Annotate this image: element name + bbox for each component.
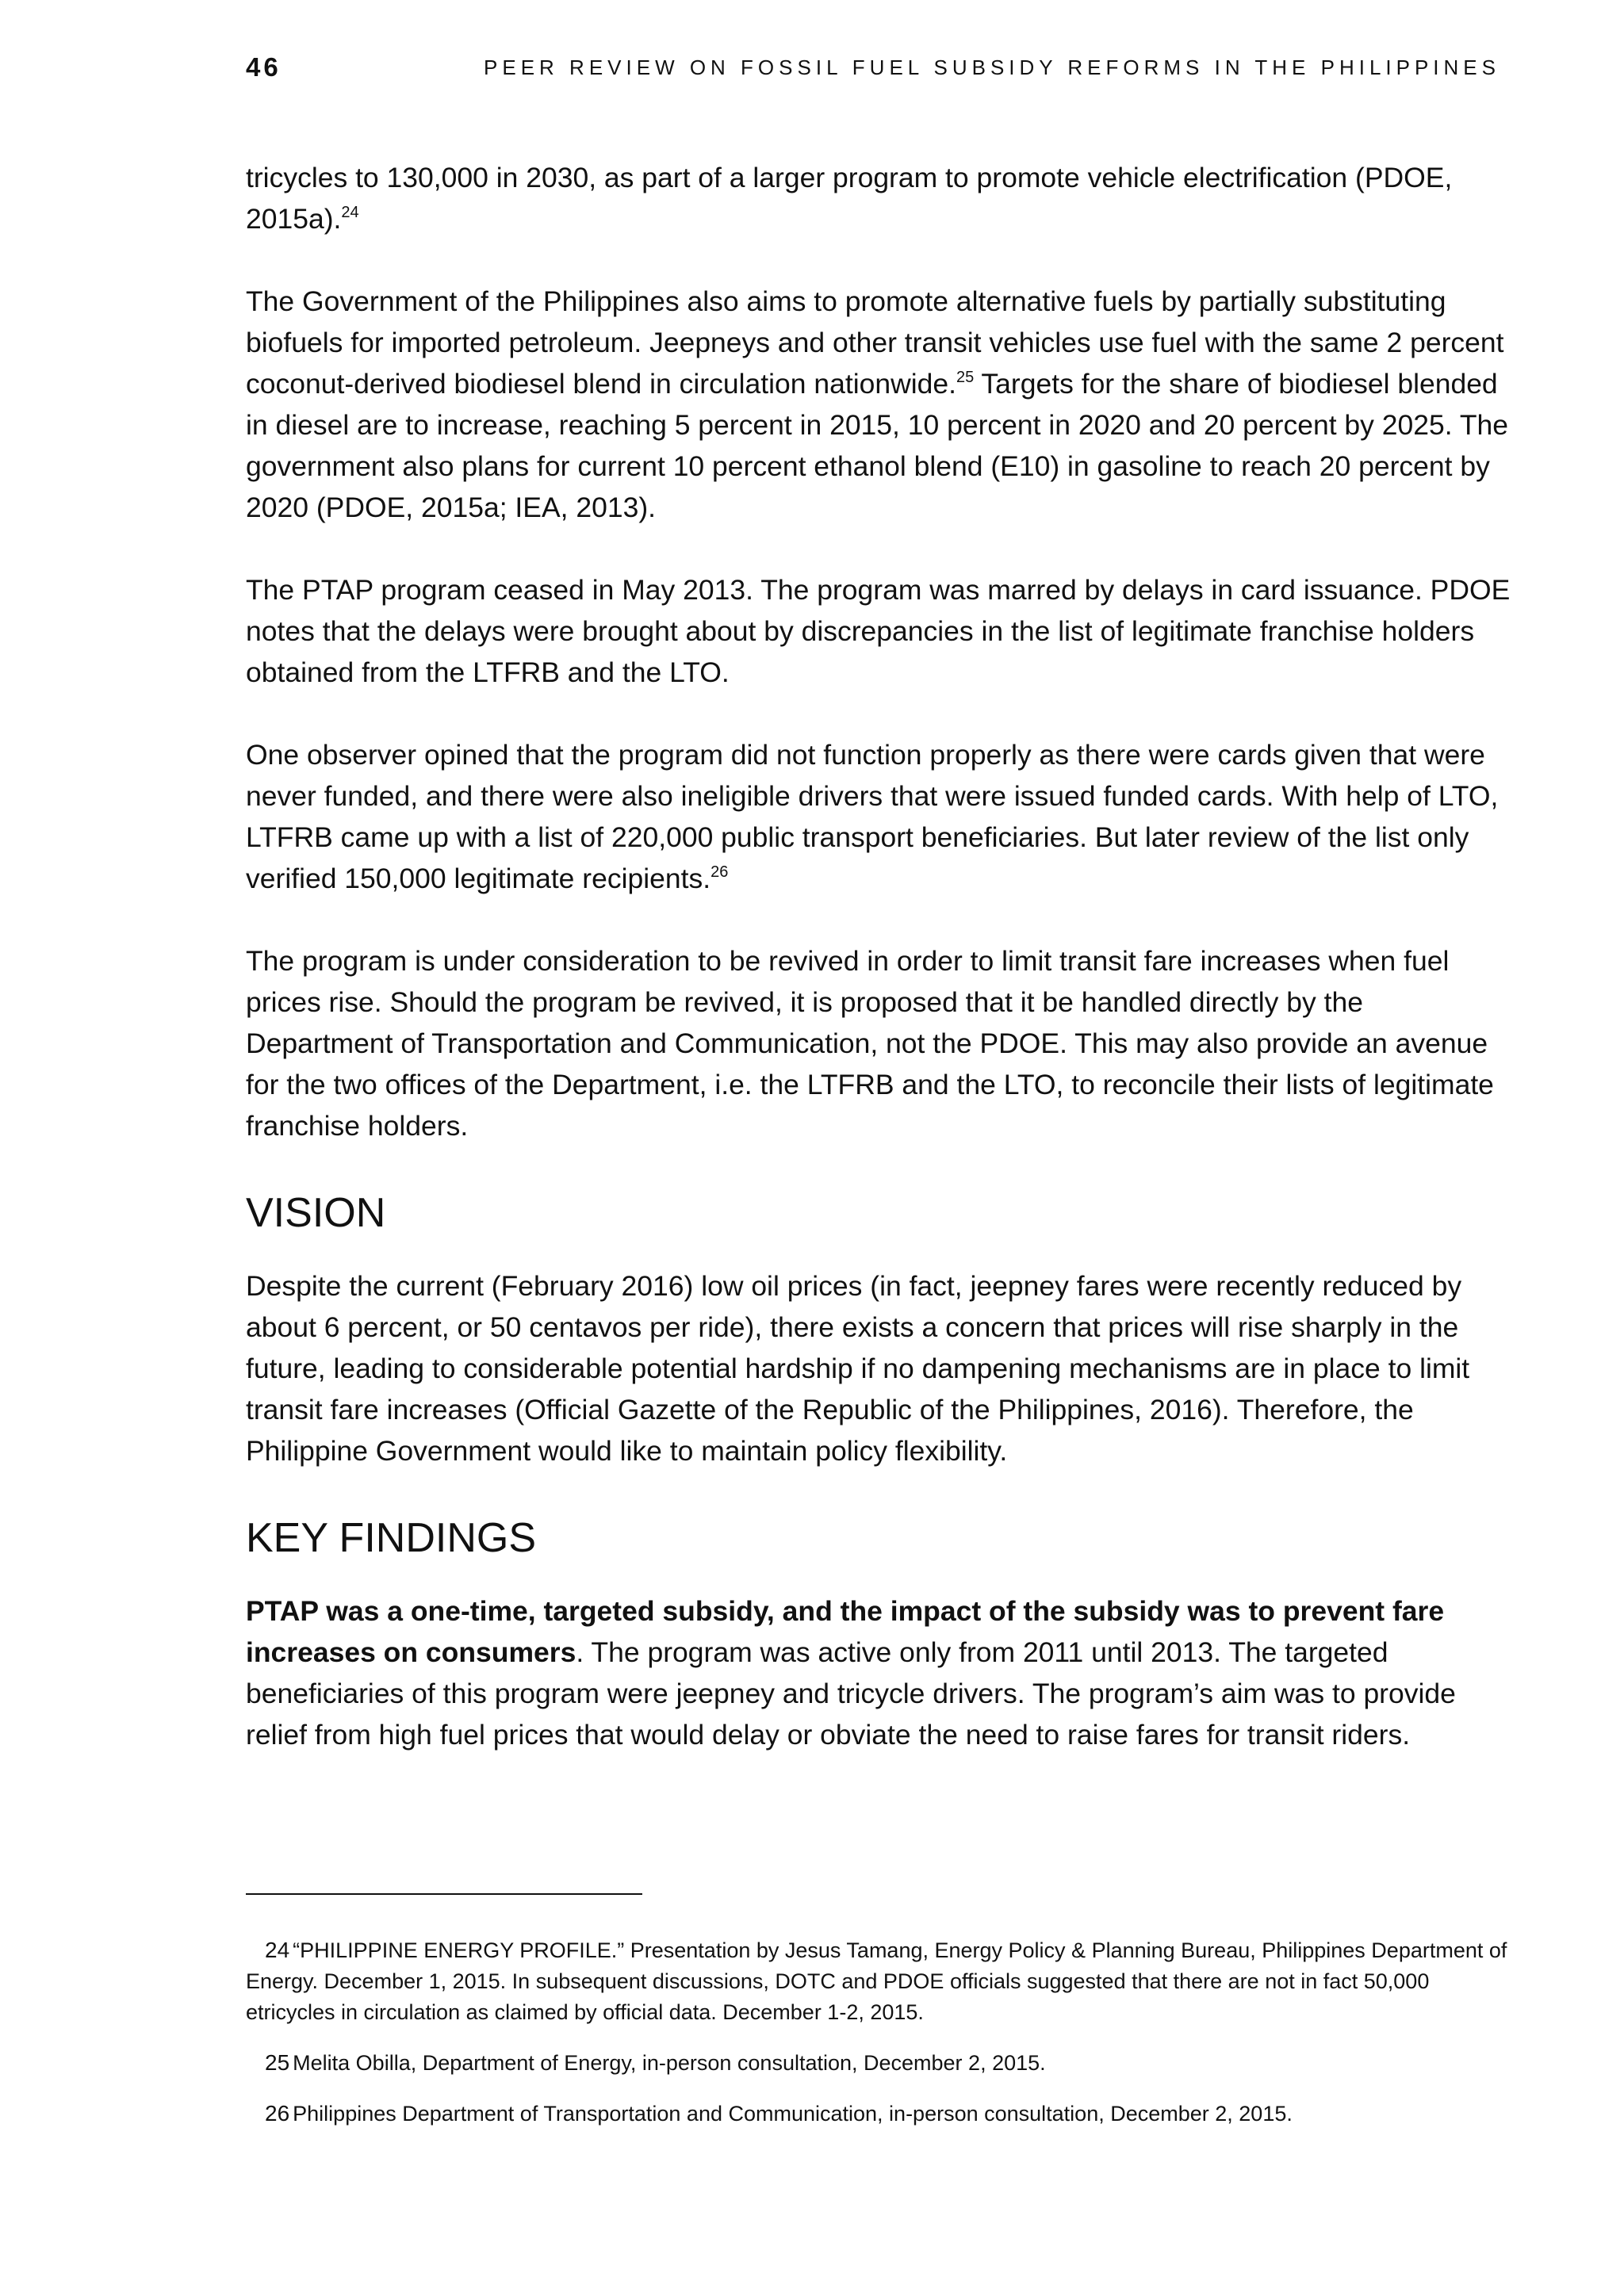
footnotes bbox=[246, 1934, 1515, 2149]
paragraph-text: The program is under consideration to be revived in order to limit transit fare increases when fuel prices rise. Should the program be revived, it is proposed that it be handled directly by the Department of Transportation and Communication, not the PDOE. This may also provide an avenue for the two offices of the Department, i.e. the LTFRB and the LTO, to reconcile their lists of legitimate franchise holders. bbox=[246, 945, 1494, 1142]
footnote-separator bbox=[246, 1893, 642, 1895]
section-heading-vision: VISION bbox=[246, 1190, 386, 1236]
running-header: PEER REVIEW ON FOSSIL FUEL SUBSIDY REFORMS IN THE PHILIPPINES bbox=[484, 55, 1500, 79]
footnote-24 bbox=[246, 1934, 1515, 2028]
paragraph-text: The Government of the Philippines also aims to promote alternative fuels by partially substituting biofuels for imported petroleum. Jeepneys and other transit vehicles use fuel with the same 2 percent coconut-derived biodiesel blend in circulation nationwide. bbox=[246, 285, 1504, 400]
footnote-ref-26[interactable]: 26 bbox=[710, 863, 729, 881]
paragraph-vision bbox=[246, 1265, 1515, 1471]
footnote-26 bbox=[246, 2098, 1515, 2130]
paragraph-key-findings bbox=[246, 1590, 1515, 1755]
paragraph-electrification bbox=[246, 157, 1515, 239]
paragraph-observer bbox=[246, 734, 1515, 899]
bold-lead-sentence: PTAP was a one-time, targeted subsidy, and the impact of the subsidy was to prevent fare increases on consumers bbox=[246, 1595, 1445, 1668]
footnote-number: 26 bbox=[265, 2101, 290, 2126]
page-number: 46 bbox=[246, 52, 282, 82]
section-heading-key-findings: KEY FINDINGS bbox=[246, 1515, 537, 1561]
paragraph-text-continued: Targets for the share of biodiesel blended in diesel are to increase, reaching 5 percent in 2015, 10 percent in 2020 and 20 percent by 2025. The government also plans for current 10 percent ethanol blend (E10) in gasoline to reach 20 percent by 2020 (PDOE, 2015a; IEA, 2013). bbox=[246, 368, 1509, 523]
body-text bbox=[246, 157, 1515, 1797]
footnote-text: Melita Obilla, Department of Energy, in-person consultation, December 2, 2015. bbox=[293, 2051, 1046, 2075]
footnote-25 bbox=[246, 2047, 1515, 2079]
footnote-ref-25[interactable]: 25 bbox=[956, 369, 975, 386]
footnote-number: 24 bbox=[265, 1938, 290, 1962]
paragraph-alternative-fuels bbox=[246, 281, 1515, 528]
paragraph-text: The PTAP program ceased in May 2013. The program was marred by delays in card issuance. PDOE notes that the delays were brought about by discrepancies in the list of legitimate franchise holders obtained from the LTFRB and the LTO. bbox=[246, 574, 1511, 688]
paragraph-ptap-ceased bbox=[246, 569, 1515, 693]
paragraph-revival bbox=[246, 940, 1515, 1146]
paragraph-text: tricycles to 130,000 in 2030, as part of a larger program to promote vehicle electrification (PDOE, 2015a). bbox=[246, 162, 1453, 235]
paragraph-text: . The program was active only from 2011 until 2013. The targeted beneficiaries of this program were jeepney and tricycle drivers. The program’s aim was to provide relief from high fuel prices that would delay or obviate the need to raise fares for transit riders. bbox=[246, 1636, 1456, 1751]
paragraph-text: One observer opined that the program did not function properly as there were cards given that were never funded, and there were also ineligible drivers that were issued funded cards. With help of LTO, LTFRB came up with a list of 220,000 public transport beneficiaries. But later review of the list only verified 150,000 legitimate recipients. bbox=[246, 739, 1499, 894]
footnote-ref-24[interactable]: 24 bbox=[341, 204, 359, 221]
footnote-text: “PHILIPPINE ENERGY PROFILE.” Presentation by Jesus Tamang, Energy Policy & Planning Bureau, Philippines Department of Energy. December 1, 2015. In subsequent discussions, DOTC and PDOE officials suggested that there are not in fact 50,000 etricycles in circulation as claimed by official data. December 1-2, 2015. bbox=[246, 1938, 1507, 2024]
paragraph-text: Despite the current (February 2016) low oil prices (in fact, jeepney fares were recently reduced by about 6 percent, or 50 centavos per ride), there exists a concern that prices will rise sharply in the future, leading to considerable potential hardship if no dampening mechanisms are in place to limit transit fare increases (Official Gazette of the Republic of the Philippines, 2016). Therefore, the Philippine Government would like to maintain policy flexibility. bbox=[246, 1270, 1470, 1467]
footnote-number: 25 bbox=[265, 2050, 290, 2075]
footnote-text: Philippines Department of Transportation and Communication, in-person consultation, December 2, 2015. bbox=[293, 2102, 1293, 2126]
